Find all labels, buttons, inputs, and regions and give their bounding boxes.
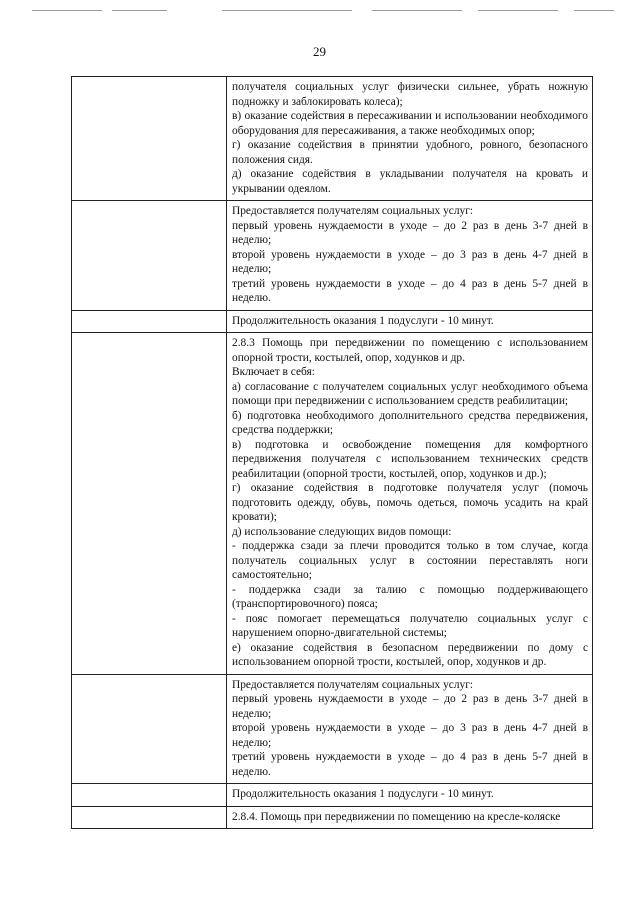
scan-artifact-line xyxy=(32,10,102,11)
paragraph: г) оказание содействия в подготовке получателя услуг (помочь подготовить одежду, обувь, помочь одеться, помочь усадить на край кровати); xyxy=(232,482,588,523)
table-row xyxy=(72,201,593,311)
paragraph: в) подготовка и освобождение помещения для комфортного передвижения получателя с использованием технических средств реабилитации (опорной трости, костылей, опор, ходунков и др.); xyxy=(232,438,588,480)
paragraph: получателя социальных услуг физически сильнее, убрать ножную подножку и заблокировать колеса); xyxy=(232,81,588,108)
empty-left-cell xyxy=(72,806,227,829)
paragraph: третий уровень нуждаемости в уходе – до 4 раз в день 5-7 дней в неделю. xyxy=(232,751,588,778)
paragraph: - поддержка сзади за талию с помощью поддерживающего (транспортировочного) пояса; xyxy=(232,583,588,610)
table-row xyxy=(72,674,593,784)
scan-artifact-line xyxy=(112,10,167,11)
paragraph: в) оказание содействия в пересаживании и использовании необходимого оборудования для пересаживания, а также необходимых опор; xyxy=(232,110,588,137)
paragraph: Продолжительность оказания 1 подуслуги - 10 минут. xyxy=(232,788,494,800)
paragraph: - поддержка сзади за плечи проводится только в том случае, когда получатель социальных услуг в состоянии переставлять ноги самостоятельно; xyxy=(232,540,588,581)
services-table xyxy=(71,76,593,829)
paragraph: второй уровень нуждаемости в уходе – до 3 раз в день 4-7 дней в неделю; xyxy=(232,722,588,749)
paragraph: 2.8.3 Помощь при передвижении по помещению с использованием опорной трости, костылей, опор, ходунков и др. xyxy=(232,337,588,364)
scan-artifact-line xyxy=(372,10,462,11)
paragraph: а) согласование с получателем социальных услуг необходимого объема помощи при передвижении с использованием средств реабилитации; xyxy=(232,380,588,407)
table-row xyxy=(72,77,593,201)
paragraph: Включает в себя: xyxy=(232,366,315,378)
empty-left-cell xyxy=(72,310,227,333)
empty-left-cell xyxy=(72,674,227,784)
table-row xyxy=(72,806,593,829)
content-cell xyxy=(227,201,593,311)
table-body xyxy=(72,77,593,829)
paragraph: Предоставляется получателям социальных услуг: xyxy=(232,205,474,217)
table-row xyxy=(72,784,593,807)
page-number: 29 xyxy=(313,44,326,59)
scan-artifact-line xyxy=(222,10,352,11)
table-row xyxy=(72,310,593,333)
table-row xyxy=(72,333,593,675)
paragraph: 2.8.4. Помощь при передвижении по помещению на кресле-коляске xyxy=(232,810,561,823)
paragraph: г) оказание содействия в принятии удобного, ровного, безопасного положения сидя. xyxy=(232,139,588,166)
empty-left-cell xyxy=(72,333,227,675)
content-cell xyxy=(227,333,593,675)
paragraph: - пояс помогает перемещаться получателю социальных услуг с нарушением опорно-двигательной системы; xyxy=(232,612,588,639)
content-cell xyxy=(227,674,593,784)
paragraph: первый уровень нуждаемости в уходе – до 2 раз в день 3-7 дней в неделю; xyxy=(232,693,588,720)
paragraph: д) оказание содействия в укладывании получателя на кровать и укрывании одеялом. xyxy=(232,168,588,195)
paragraph: первый уровень нуждаемости в уходе – до 2 раз в день 3-7 дней в неделю; xyxy=(232,219,588,246)
paragraph: е) оказание содействия в безопасном передвижении по дому с использованием опорной трости, костылей, опор, ходунков и др. xyxy=(232,641,588,668)
empty-left-cell xyxy=(72,201,227,311)
content-cell xyxy=(227,310,593,333)
paragraph: б) подготовка необходимого дополнительного средства передвижения, средства поддержки; xyxy=(232,409,588,436)
paragraph: третий уровень нуждаемости в уходе – до 4 раз в день 5-7 дней в неделю. xyxy=(232,277,588,304)
scan-artifact-line xyxy=(574,10,614,11)
paragraph: Продолжительность оказания 1 подуслуги - 10 минут. xyxy=(232,314,494,327)
content-cell xyxy=(227,806,593,829)
paragraph: Предоставляется получателям социальных услуг: xyxy=(232,678,474,691)
paragraph: второй уровень нуждаемости в уходе – до 3 раз в день 4-7 дней в неделю; xyxy=(232,248,588,275)
content-cell xyxy=(227,77,593,201)
paragraph: д) использование следующих видов помощи: xyxy=(232,525,452,538)
scan-artifact-line xyxy=(478,10,558,11)
empty-left-cell xyxy=(72,77,227,201)
empty-left-cell xyxy=(72,784,227,807)
content-cell xyxy=(227,784,593,807)
